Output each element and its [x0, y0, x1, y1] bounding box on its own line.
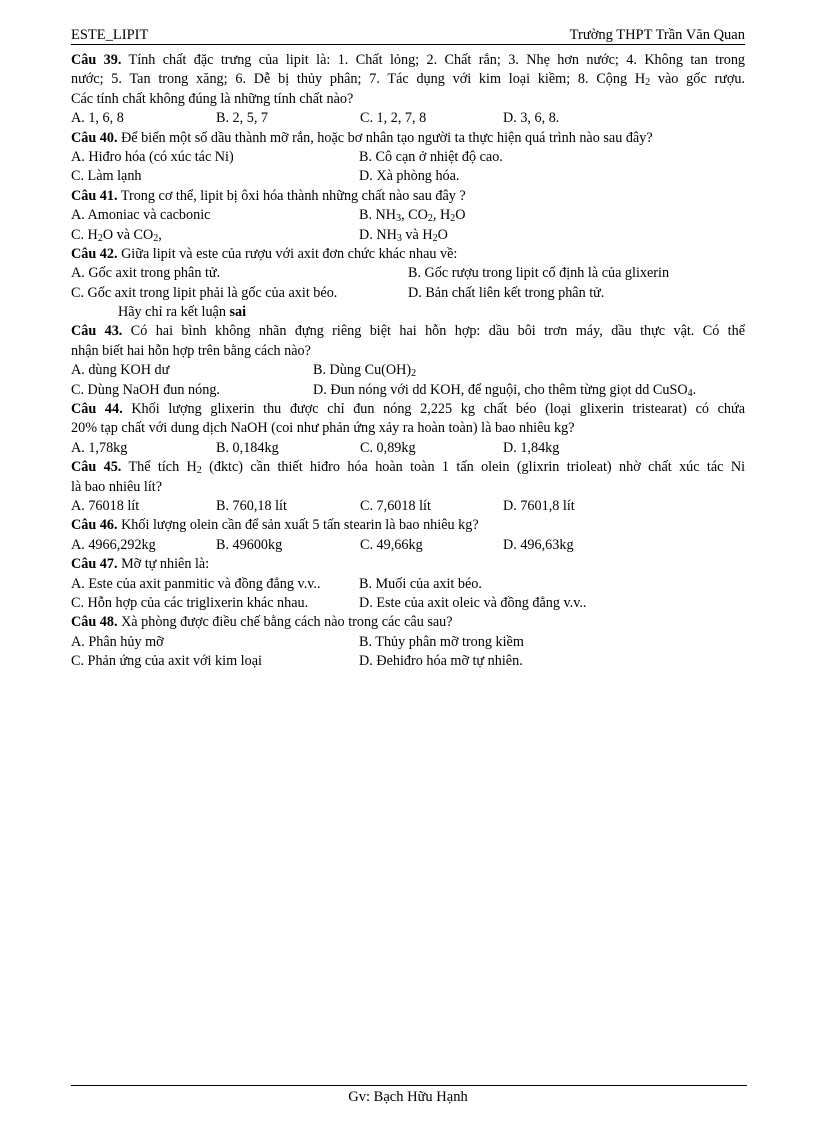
q45-option-c[interactable]: C. 7,6018 lít [360, 497, 431, 514]
q46-option-b[interactable]: B. 49600kg [216, 536, 283, 553]
footer-author: Gv: Bạch Hữu Hạnh [348, 1089, 468, 1105]
q41-option-b[interactable]: B. $NH_3$, $CO_2$, $H_2O$ [359, 207, 466, 225]
q41-option-a[interactable]: A. Amoniac và cacbonic [71, 207, 211, 224]
q45-option-a[interactable]: A. 76018 lít [71, 497, 140, 514]
q42-option-a[interactable]: A. Gốc axit trong phân tử. [71, 265, 221, 282]
q39-option-c[interactable]: C. 1, 2, 7, 8 [360, 110, 427, 127]
q39-option-d[interactable]: D. 3, 6, 8. [503, 110, 560, 127]
q45-stem-line-1: Câu 45. Thể tích $H_2$ (đktc) cần thiết hiđro hóa hoàn toàn 1 tấn olein (glixrin trioleat) nhờ chất xúc tác Ni [71, 459, 746, 477]
q44-option-c[interactable]: C. 0,89kg [360, 439, 416, 456]
q39-stem-line-2: nước; 5. Tan trong xăng; 6. Dễ bị thủy phân; 7. Tác dụng với kim loại kiềm; 8. Cộng $H_2$ vào gốc rượu. [71, 71, 745, 89]
q39-label: Câu 39. [71, 52, 122, 68]
q39-option-b[interactable]: B. 2, 5, 7 [216, 110, 269, 127]
q47-options-row-1 [71, 575, 745, 594]
q41-option-c[interactable]: C. $H_2O$ và $CO_2$, [71, 226, 162, 244]
q42-option-d[interactable]: D. Bản chất liên kết trong phân tử. [408, 284, 605, 301]
q47-option-c[interactable]: C. Hỗn hợp của các triglixerin khác nhau. [71, 594, 309, 611]
q43-option-d[interactable]: D. Đun nóng với dd KOH, để nguội, cho thêm từng giọt dd CuSO$_4$. [313, 381, 697, 399]
q42-option-b[interactable]: B. Gốc rượu trong lipit cố định là của glixerin [408, 265, 670, 282]
q40-options-row-2 [71, 167, 745, 186]
q40-option-d[interactable]: D. Xà phòng hóa. [359, 168, 460, 185]
q45-label: Câu 45. [71, 459, 122, 476]
q48-options-row-1 [71, 633, 745, 652]
q48-options-row-2 [71, 652, 745, 671]
q40-options-row-1 [71, 148, 745, 167]
q40-option-b[interactable]: B. Cô cạn ở nhiệt độ cao. [359, 148, 503, 165]
footer-divider [71, 1085, 747, 1086]
q43-option-c[interactable]: C. Dùng NaOH đun nóng. [71, 381, 220, 398]
q41-stem: Câu 41. Trong cơ thể, lipit bị ôxi hóa thành những chất nào sau đây ? [71, 187, 466, 204]
q42-stem: Câu 42. Giữa lipit và este của rượu với axit đơn chức khác nhau về: [71, 245, 458, 262]
q42-options-row-2 [71, 284, 745, 303]
q45-stem-line-2: là bao nhiêu lít? [71, 478, 163, 495]
q46-stem: Câu 46. Khối lượng olein cần để sản xuất 5 tấn stearin là bao nhiêu kg? [71, 517, 479, 534]
q47-option-b[interactable]: B. Muối của axit béo. [359, 575, 482, 592]
q44-stem-line-1: Câu 44. Khối lượng glixerin thu được chỉ đun nóng 2,225 kg chất béo (loại glixerin tristearat) có chứa [71, 401, 746, 418]
q39-stem-line-1: Câu 39. Tính chất đặc trưng của lipit là: 1. Chất lỏng; 2. Chất rắn; 3. Nhẹ hơn nước; 4. Không tan trong [71, 52, 746, 68]
q43-options-row-2 [71, 381, 745, 400]
q42-options-row-1 [71, 264, 745, 283]
q41-label: Câu 41. [71, 187, 118, 204]
q45-option-b[interactable]: B. 760,18 lít [216, 497, 287, 514]
q46-option-a[interactable]: A. 4966,292kg [71, 536, 156, 553]
q40-option-c[interactable]: C. Làm lạnh [71, 168, 142, 185]
q42-option-c[interactable]: C. Gốc axit trong lipit phải là gốc của axit béo. [71, 284, 338, 301]
q47-options-row-2 [71, 594, 745, 613]
q43-label: Câu 43. [71, 323, 123, 340]
q48-option-a[interactable]: A. Phân hủy mỡ [71, 633, 164, 650]
q48-option-b[interactable]: B. Thủy phân mỡ trong kiềm [359, 633, 524, 650]
q44-options [71, 439, 745, 458]
q47-option-d[interactable]: D. Este của axit oleic và đồng đẳng v.v.. [359, 594, 587, 611]
q39-stem-line-3: Các tính chất không đúng là những tính chất nào? [71, 90, 354, 107]
q46-option-c[interactable]: C. 49,66kg [360, 536, 423, 553]
q43-option-b[interactable]: B. Dùng $Cu(OH)_2$ [313, 362, 417, 380]
q43-stem-line-2: nhận biết hai hỗn hợp trên bằng cách nào? [71, 342, 311, 359]
q47-stem: Câu 47. Mỡ tự nhiên là: [71, 556, 210, 573]
q42-note: Hãy chỉ ra kết luận sai [118, 304, 247, 321]
q41-options-row-1 [71, 206, 745, 225]
q40-option-a[interactable]: A. Hiđro hóa (có xúc tác Ni) [71, 148, 234, 165]
q40-stem: Câu 40. Để biến một số dầu thành mỡ rắn, hoặc bơ nhân tạo người ta thực hiện quá trình nào sau đây? [71, 129, 653, 146]
q39-options [71, 109, 745, 128]
q43-options-row-1 [71, 361, 745, 380]
q41-options-row-2 [71, 226, 745, 245]
q42-label: Câu 42. [71, 245, 118, 262]
q47-option-a[interactable]: A. Este của axit panmitic và đồng đẳng v.v.. [71, 575, 321, 592]
q44-option-b[interactable]: B. 0,184kg [216, 439, 279, 456]
q44-stem-line-2: 20% tạp chất với dung dịch NaOH (coi như phản ứng xảy ra hoàn toàn) là bao nhiêu kg? [71, 420, 575, 437]
q46-options [71, 536, 745, 555]
q39-option-a[interactable]: A. 1, 6, 8 [71, 110, 124, 127]
q48-option-d[interactable]: D. Đehiđro hóa mỡ tự nhiên. [359, 653, 523, 670]
header-left: ESTE_LIPIT [71, 27, 149, 43]
q46-option-d[interactable]: D. 496,63kg [503, 536, 574, 553]
q40-label: Câu 40. [71, 129, 118, 146]
q43-stem-line-1: Câu 43. Có hai bình không nhãn đựng riêng biệt hai hỗn hợp: dầu bôi trơn máy, dầu thực vật. Có thể [71, 323, 746, 340]
page-header [71, 26, 745, 45]
q44-option-a[interactable]: A. 1,78kg [71, 439, 128, 456]
q48-stem: Câu 48. Xà phòng được điều chế bằng cách nào trong các câu sau? [71, 614, 453, 631]
q43-option-a[interactable]: A. dùng KOH dư [71, 362, 170, 379]
q45-option-d[interactable]: D. 7601,8 lít [503, 497, 575, 514]
q44-label: Câu 44. [71, 401, 123, 418]
q41-option-d[interactable]: D. $NH_3$ và $H_2O$ [359, 226, 448, 244]
q45-options [71, 497, 745, 516]
q48-label: Câu 48. [71, 614, 118, 631]
question-list [71, 51, 745, 672]
q44-option-d[interactable]: D. 1,84kg [503, 439, 560, 456]
q46-label: Câu 46. [71, 517, 118, 534]
q47-label: Câu 47. [71, 556, 118, 573]
q48-option-c[interactable]: C. Phản ứng của axit với kim loại [71, 653, 262, 670]
header-right: Trường THPT Trần Văn Quan [569, 27, 745, 43]
